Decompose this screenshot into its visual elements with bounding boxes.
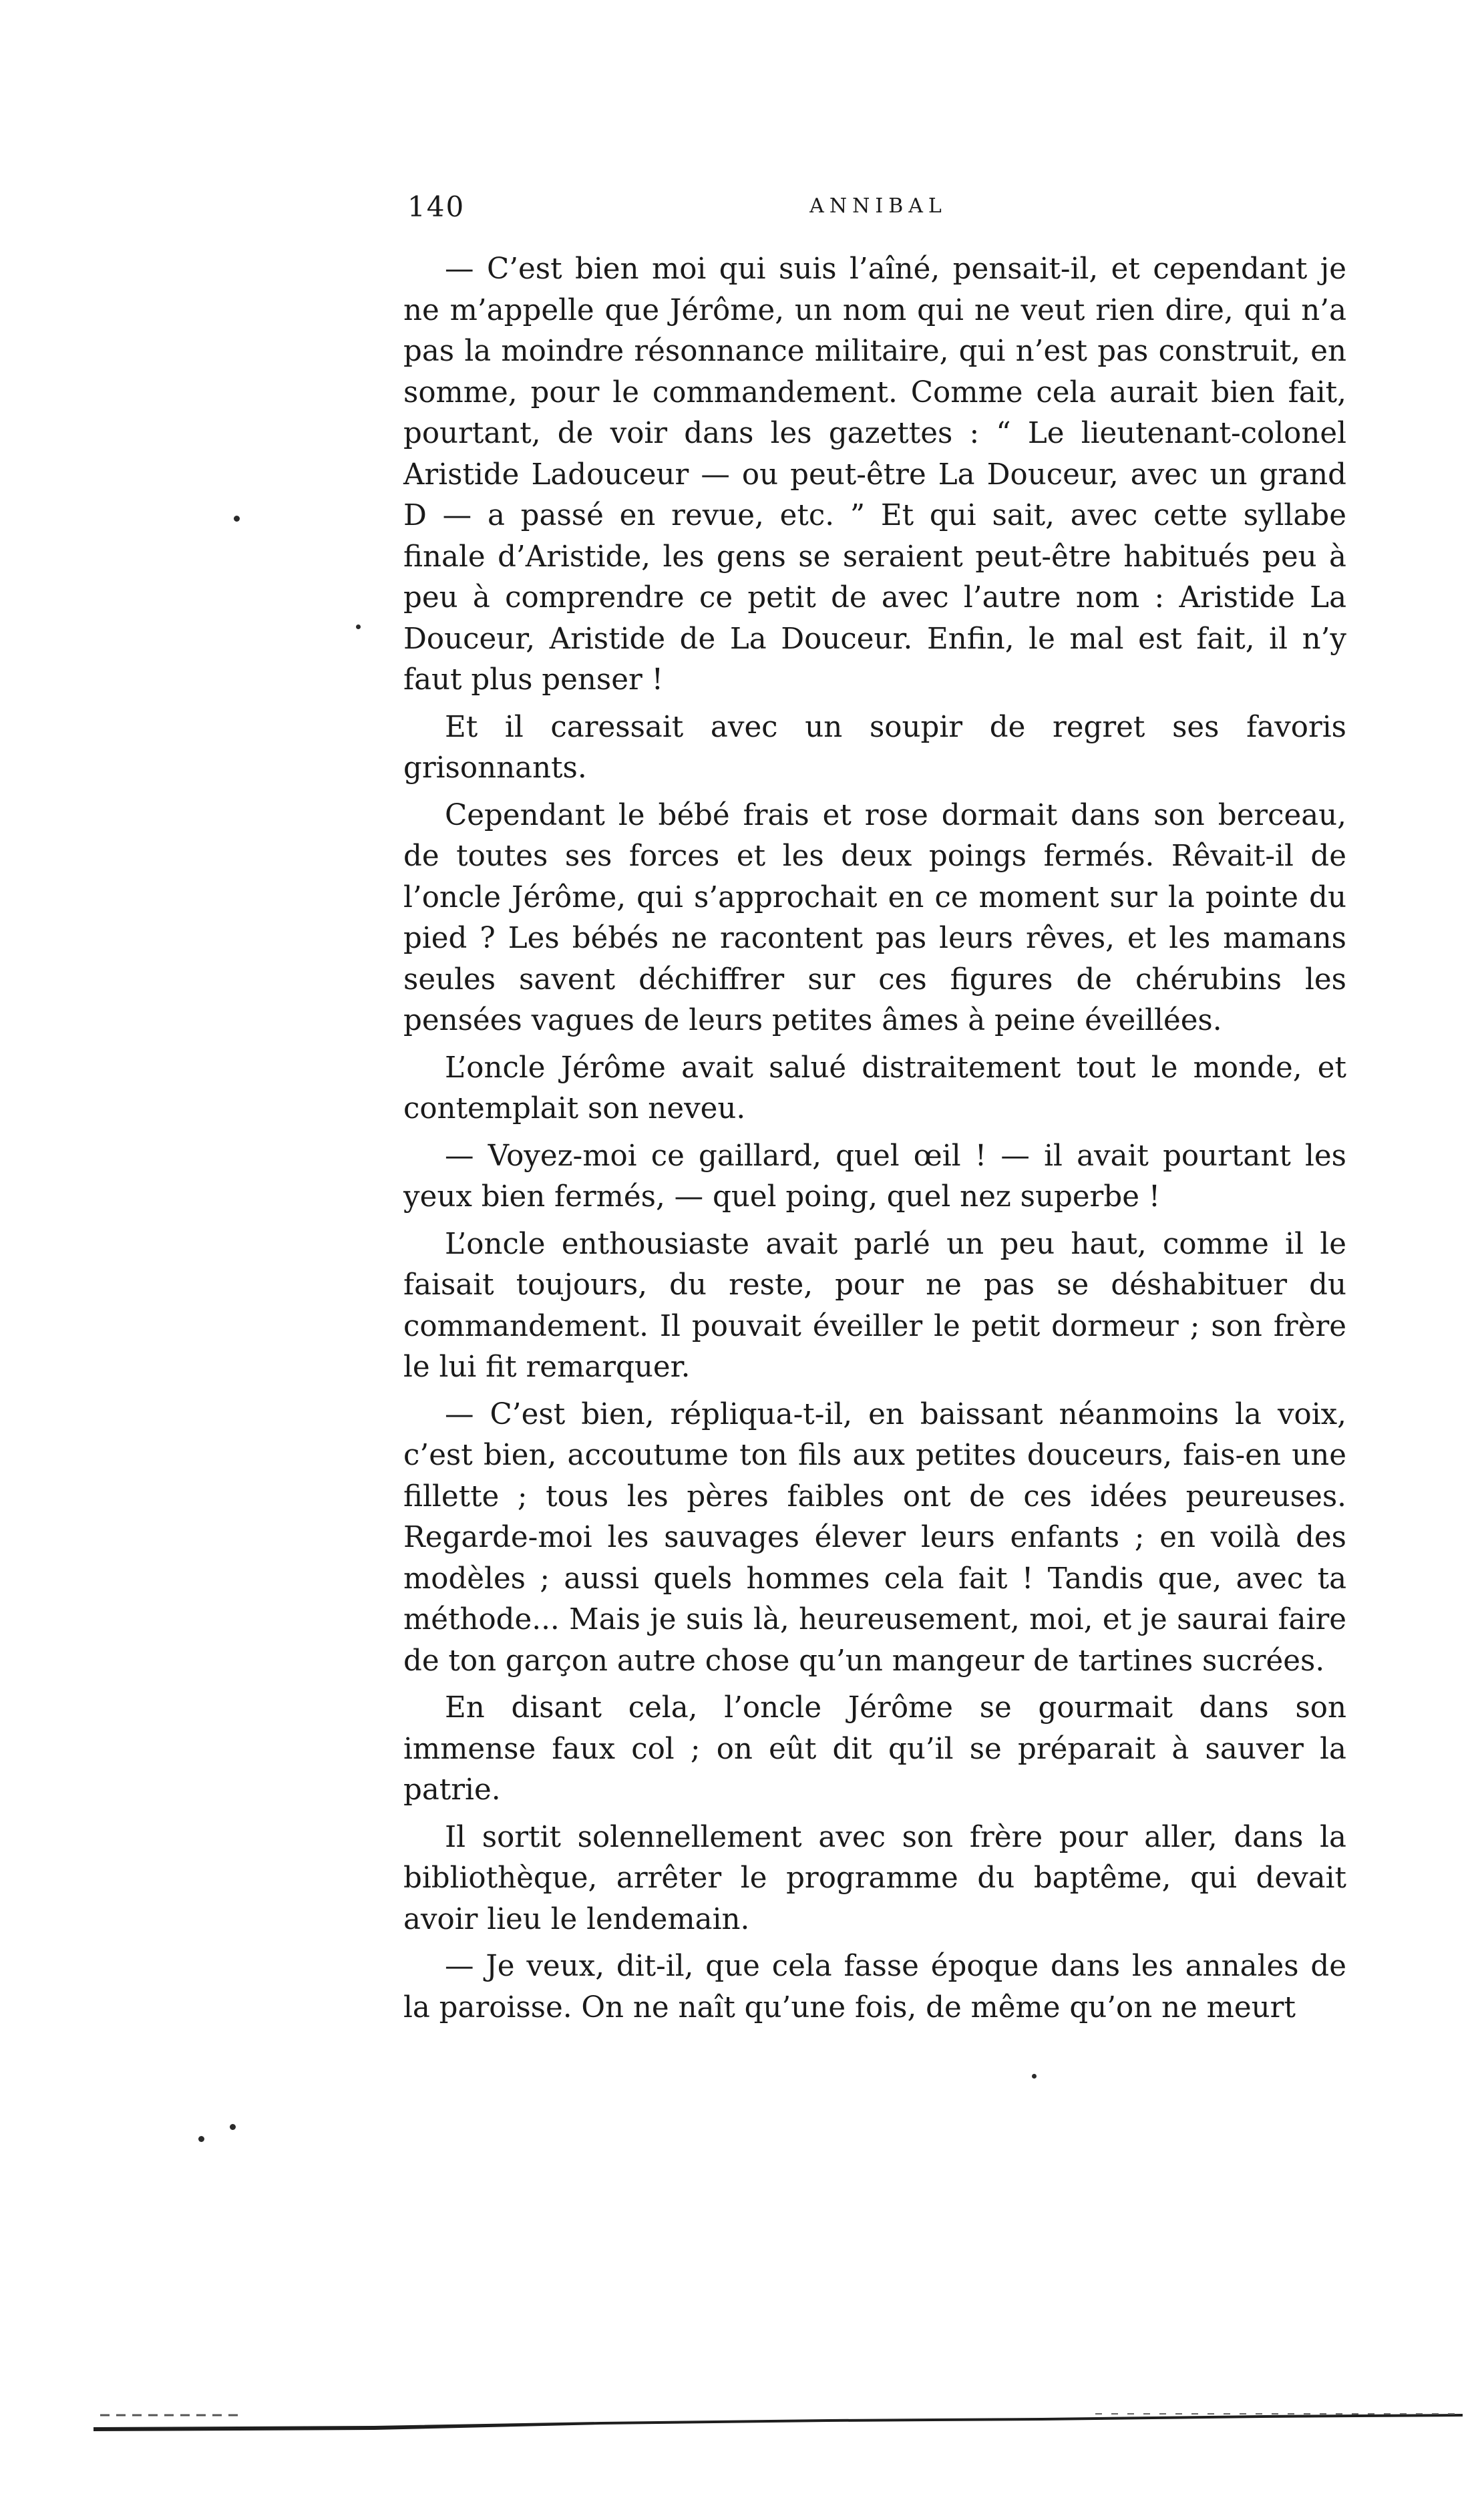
body-text <box>403 249 1346 2034</box>
paragraph: En disant cela, l’oncle Jérôme se gourmait dans son immense faux col ; on eût dit qu’il se préparait à sauver la patrie. <box>403 1691 1346 1807</box>
scan-speck <box>356 624 361 629</box>
paragraph: — C’est bien moi qui suis l’aîné, pensait-il, et cependant je ne m’appelle que Jérôme, un nom qui ne veut rien dire, qui n’a pas la moindre résonnance militaire, qui n’est pas construit, en somme, pour le commandement. Comme cela aurait bien fait, pourtant, de voir dans les gazettes : “ Le lieutenant-colonel Aristide Ladouceur — ou peut-être La Douceur, avec un grand D — a passé en revue, etc. ” Et qui sait, avec cette syllabe finale d’Aristide, les gens se seraient peut-être habitués peu à peu à comprendre ce petit de avec l’autre nom : Aristide La Douceur, Aristide de La Douceur. Enfin, le mal est fait, il n’y faut plus penser ! <box>403 252 1346 697</box>
scan-speck <box>234 516 240 522</box>
scan-edge-streak <box>94 2413 1463 2433</box>
scan-speck <box>198 2136 204 2142</box>
paragraph: Et il caressait avec un soupir de regret ses favoris grisonnants. <box>403 710 1346 785</box>
paragraph: L’oncle Jérôme avait salué distraitement tout le monde, et contemplait son neveu. <box>403 1051 1346 1125</box>
paragraph: — Voyez-moi ce gaillard, quel œil ! — il avait pourtant les yeux bien fermés, — quel poing, quel nez superbe ! <box>403 1139 1346 1214</box>
scan-speck <box>1032 2074 1037 2079</box>
paragraph: — Je veux, dit-il, que cela fasse époque dans les annales de la paroisse. On ne naît qu’une fois, de même qu’on ne meurt <box>403 1950 1346 2024</box>
scan-speck <box>230 2124 236 2130</box>
paragraph: L’oncle enthousiaste avait parlé un peu haut, comme il le faisait toujours, du reste, pour ne pas se déshabituer du commandement. Il pouvait éveiller le petit dormeur ; son frère le lui fit remarquer. <box>403 1227 1346 1384</box>
running-title: ANNIBAL <box>809 194 947 218</box>
paragraph: Il sortit solennellement avec son frère pour aller, dans la bibliothèque, arrêter le programme du baptême, qui devait avoir lieu le lendemain. <box>403 1820 1346 1936</box>
running-head <box>407 190 1349 230</box>
paragraph: Cependant le bébé frais et rose dormait dans son berceau, de toutes ses forces et les deux poings fermés. Rêvait-il de l’oncle Jérôme, qui s’approchait en ce moment sur la pointe du pied ? Les bébés ne racontent pas leurs rêves, et les mamans seules savent déchiffrer sur ces figures de chérubins les pensées vagues de leurs petites âmes à peine éveillées. <box>403 798 1346 1037</box>
page-number: 140 <box>407 190 466 223</box>
paragraph: — C’est bien, répliqua-t-il, en baissant néanmoins la voix, c’est bien, accoutume ton fils aux petites douceurs, fais-en une fillette ; tous les pères faibles ont de ces idées peureuses. Regarde-moi les sauvages élever leurs enfants ; en voilà des modèles ; aussi quels hommes cela fait ! Tandis que, avec ta méthode... Mais je suis là, heureusement, moi, et je saurai faire de ton garçon autre chose qu’un mangeur de tartines sucrées. <box>403 1397 1346 1678</box>
